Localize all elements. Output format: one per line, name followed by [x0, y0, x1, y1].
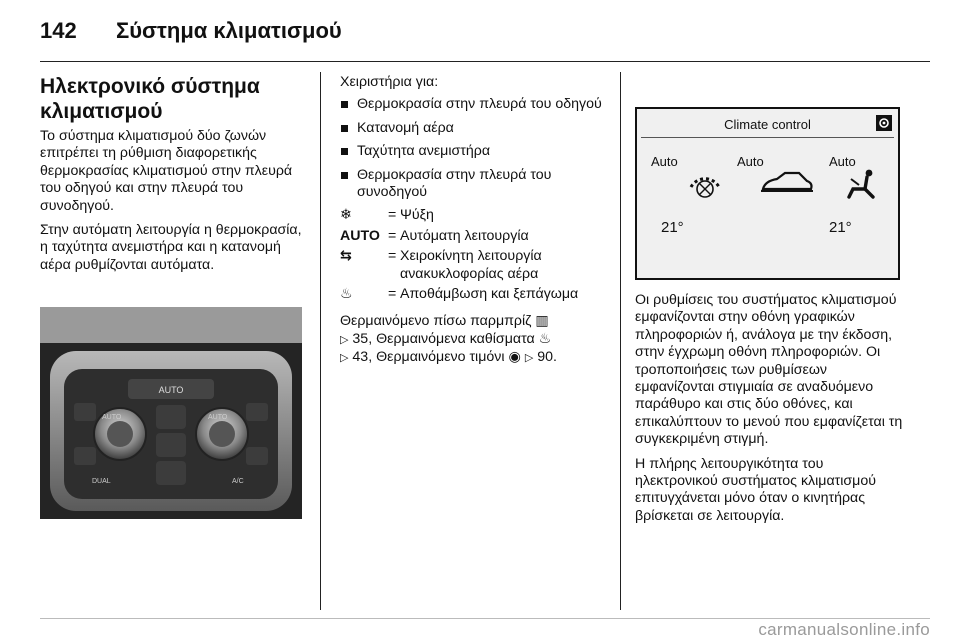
column-left [40, 74, 305, 281]
column-middle [340, 74, 612, 368]
car-air-distribution-icon [759, 169, 815, 197]
page-number: 142 [40, 18, 77, 43]
photo-label-auto-left: AUTO [102, 414, 122, 421]
defrost-icon: ♨ [340, 286, 353, 303]
controls-intro: Χειριστήρια για: [340, 74, 439, 90]
rear-defrost-icon: ▥ [535, 313, 549, 330]
column-divider-2 [620, 72, 621, 610]
chapter-title: Σύστημα κλιματισμού [116, 18, 342, 43]
photo-label-auto-top: AUTO [158, 385, 184, 395]
header-rule [40, 61, 930, 62]
auto-label-right: Auto [829, 154, 856, 169]
climate-control-display [635, 107, 900, 280]
list-item: Θερμοκρασία στην πλευρά του οδηγού [340, 96, 612, 113]
legend-row-recirculation: ⇆ = Χειροκίνητη λειτουργία ανακυκλοφορίας αέρα [340, 248, 542, 282]
display-info-paragraph: Οι ρυθμίσεις του συστήματος κλιματισμού εμφανίζονται στην οθόνη γραφικών πληροφοριών ή, ανάλογα με την έκδοση, στην έγχρωμη οθόνη πληροφοριών. Οι τροποποιήσεις των ρυθμίσεων εμφανίζονται στιγμιαία σε αναδυόμενο παράθυρο και στις δύο οθόνες, και επικαλύπτουν το μενού που εμφανίζεται τη συγκεκριμένη στιγμή. [635, 292, 903, 448]
temperature-driver: 21° [661, 219, 684, 236]
symbol-legend [340, 207, 612, 303]
column-divider-1 [320, 72, 321, 610]
legend-row-cooling: ❄ = Ψύξη [340, 207, 434, 224]
recirculation-icon: ⇆ [340, 248, 352, 265]
photo-label-ac: A/C [232, 478, 244, 485]
cross-references: Θερμαινόμενο πίσω παρμπρίζ ▥ ▷ 35, Θερμαινόμενα καθίσματα ♨ ▷ 43, Θερμαινόμενο τιμόνι ◉ ▷ 90. [340, 313, 557, 366]
column-right [635, 292, 910, 532]
auto-mode-paragraph: Στην αυτόματη λειτουργία η θερμοκρασία, η ταχύτητα ανεμιστήρα και η κατανομή αέρα ρυθμίζονται αυτόματα. [40, 222, 302, 273]
auto-label-left: Auto [651, 154, 678, 169]
section-heading: Ηλεκτρονικό σύστημα κλιματισμού [40, 75, 260, 123]
auto-label-center: Auto [737, 154, 764, 169]
auto-symbol: AUTO [340, 227, 380, 244]
display-title: Climate control [724, 117, 811, 132]
controls-list [340, 96, 612, 201]
legend-row-defrost: ♨ = Αποθάμβωση και ξεπάγωμα [340, 286, 579, 303]
footer-rule [40, 618, 930, 619]
list-item: Θερμοκρασία στην πλευρά του συνοδηγού [340, 167, 612, 202]
list-item: Ταχύτητα ανεμιστήρα [340, 143, 612, 160]
seat-airflow-icon [845, 167, 879, 201]
page-header [40, 10, 930, 60]
fan-speed-icon [685, 165, 729, 201]
photo-label-auto-right: AUTO [208, 414, 228, 421]
list-item: Κατανομή αέρα [340, 120, 612, 137]
intro-paragraph: Το σύστημα κλιματισμού δύο ζωνών επιτρέπει τη ρύθμιση διαφορετικής θερμοκρασίας κλιματισμού στην πλευρά του οδηγού και στην πλευρά του συνοδηγού. [40, 128, 293, 214]
heated-seat-icon: ♨ [538, 330, 552, 347]
temperature-passenger: 21° [829, 219, 852, 236]
page-ref-icon: ▷ [340, 352, 349, 365]
snowflake-icon: ❄ [340, 207, 352, 224]
heated-steering-icon: ◉ [508, 349, 521, 366]
page-ref-icon: ▷ [524, 352, 534, 365]
engine-note-paragraph: Η πλήρης λειτουργικότητα του ηλεκτρονικού συστήματος κλιματισμού επιτυγχάνεται μόνο όταν ο κινητήρας βρίσκεται σε λειτουργία. [635, 455, 876, 524]
photo-label-dual: DUAL [92, 478, 111, 485]
page-ref-icon: ▷ [340, 333, 349, 346]
control-panel-photo [40, 307, 302, 519]
settings-icon [876, 115, 892, 131]
legend-row-auto: AUTO = Αυτόματη λειτουργία [340, 227, 529, 244]
watermark: carmanualsonline.info [758, 620, 930, 639]
